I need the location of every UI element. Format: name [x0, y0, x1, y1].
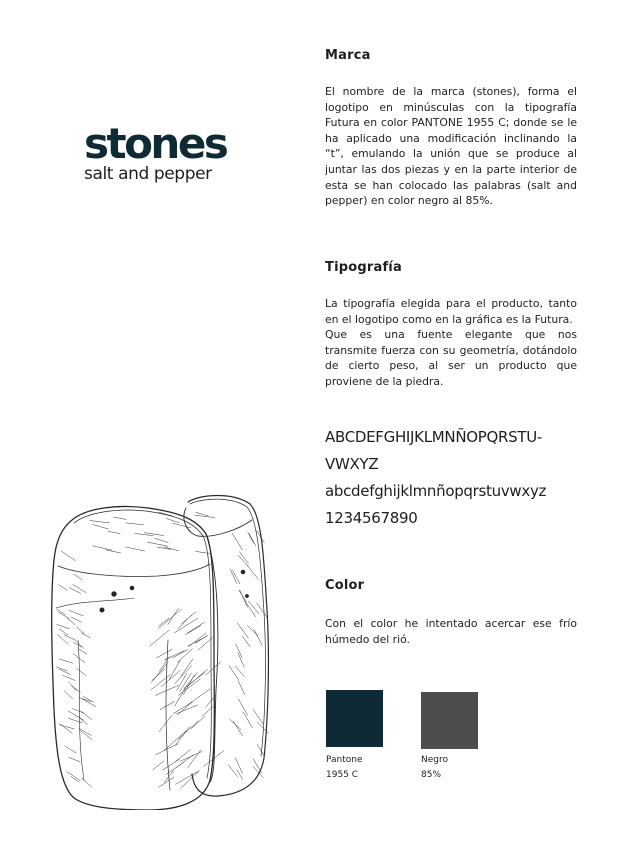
marca-text: [325, 84, 577, 209]
brand-logo: [84, 119, 227, 184]
alphabet-lower: abcdefghijklmnñopqrstuvwxyz: [325, 482, 547, 500]
logo-wordmark: stones: [84, 119, 227, 168]
tipografia-paragraph-2: Que es una fuente elegante que nos transmite fuerza con su geometría, dotándolo de cierto peso, al ser un producto que proviene de la piedra.: [325, 328, 577, 388]
marca-paragraph: El nombre de la marca (stones), forma el logotipo en minúsculas con la tipografía Futura en color PANTONE 1955 C; donde se le ha aplicado una modificación inclinando la “t”, emulando la unión que se produce al juntar las dos piezas y en la parte interior de esta se han colocado las palabras (salt and pepper) en color negro al 85%.: [325, 85, 577, 208]
logo-tagline: salt and pepper: [84, 164, 212, 184]
tipografia-paragraph-1: La tipografía elegida para el producto, tanto en el logotipo como en la gráfica es la Futura.: [325, 297, 577, 326]
stone-sketch-icon: [38, 490, 278, 810]
swatch-pantone-name: Pantone: [326, 755, 363, 765]
color-paragraph: Con el color he intentado acercar ese frío húmedo del rió.: [325, 617, 577, 646]
swatch-pantone-label: [326, 753, 363, 783]
alphabet-digits: 1234567890: [325, 509, 418, 527]
swatch-negro-name: Negro: [421, 755, 448, 765]
tipografia-text: [325, 296, 577, 390]
alphabet-upper-1: ABCDEFGHIJKLMNÑOPQRSTU-: [325, 428, 543, 446]
marca-heading: Marca: [325, 48, 371, 63]
swatch-pantone: [326, 690, 383, 747]
swatch-negro-code: 85%: [421, 770, 442, 780]
color-text: [325, 616, 577, 647]
swatch-negro: [421, 692, 478, 749]
color-heading: Color: [325, 578, 365, 593]
swatch-pantone-code: 1955 C: [326, 770, 359, 780]
swatch-negro-label: [421, 753, 448, 783]
alphabet-upper-2: VWXYZ: [325, 455, 379, 473]
alphabet-specimen: [325, 424, 605, 532]
tipografia-heading: Tipografía: [325, 260, 402, 275]
